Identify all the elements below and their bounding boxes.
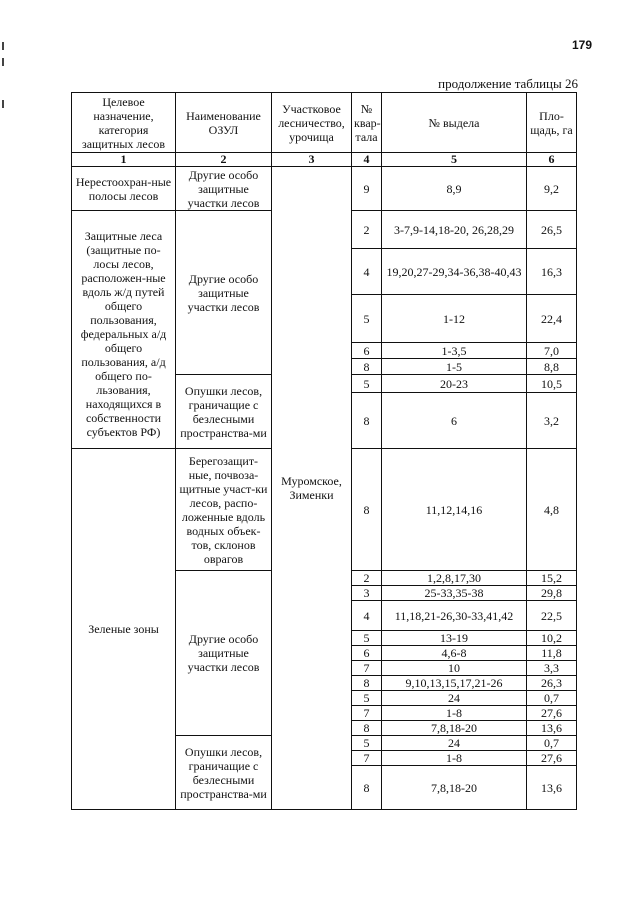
area-cell: 13,6 [527,721,577,736]
area-cell: 26,5 [527,211,577,249]
quarter-cell: 7 [352,751,382,766]
plot-cell: 11,18,21-26,30-33,41,42 [382,601,527,631]
quarter-cell: 9 [352,167,382,211]
table-header-row [72,93,577,153]
quarter-cell: 7 [352,661,382,676]
purpose-cell: Зеленые зоны [72,449,176,810]
ozul-cell: Другие особо защитные участки лесов [176,167,272,211]
plot-cell: 1-3,5 [382,343,527,359]
plot-cell: 1-8 [382,706,527,721]
area-cell: 7,0 [527,343,577,359]
forestry-cell: Муромское, Зименки [272,167,352,810]
column-number: 3 [272,153,352,167]
plot-cell: 20-23 [382,375,527,393]
area-cell: 10,2 [527,631,577,646]
plot-cell: 1-5 [382,359,527,375]
plot-cell: 1-8 [382,751,527,766]
quarter-cell: 7 [352,706,382,721]
plot-cell: 1-12 [382,295,527,343]
quarter-cell: 5 [352,691,382,706]
area-cell: 22,5 [527,601,577,631]
binding-mark [2,42,4,50]
ozul-cell: Опушки лесов, граничащие с безлесными пространства-ми [176,375,272,449]
purpose-cell: Нерестоохран-ные полосы лесов [72,167,176,211]
column-number: 2 [176,153,272,167]
header-forestry: Участковое лесничество, урочища [272,93,352,153]
ozul-cell: Другие особо защитные участки лесов [176,571,272,736]
plot-cell: 8,9 [382,167,527,211]
quarter-cell: 8 [352,766,382,810]
binding-mark [2,58,4,66]
plot-cell: 6 [382,393,527,449]
plot-cell: 7,8,18-20 [382,721,527,736]
header-area: Пло-щадь, га [527,93,577,153]
area-cell: 29,8 [527,586,577,601]
column-number: 1 [72,153,176,167]
area-cell: 10,5 [527,375,577,393]
quarter-cell: 4 [352,601,382,631]
column-number: 6 [527,153,577,167]
ozul-cell: Берегозащит-ные, почвоза-щитные участ-ки лесов, распо-ложенные вдоль водных объек-тов, склонов оврагов [176,449,272,571]
area-cell: 3,3 [527,661,577,676]
area-cell: 27,6 [527,706,577,721]
quarter-cell: 4 [352,249,382,295]
quarter-cell: 8 [352,449,382,571]
quarter-cell: 5 [352,736,382,751]
quarter-cell: 2 [352,571,382,586]
plot-cell: 9,10,13,15,17,21-26 [382,676,527,691]
plot-cell: 1,2,8,17,30 [382,571,527,586]
area-cell: 26,3 [527,676,577,691]
area-cell: 22,4 [527,295,577,343]
area-cell: 3,2 [527,393,577,449]
quarter-cell: 2 [352,211,382,249]
plot-cell: 7,8,18-20 [382,766,527,810]
plot-cell: 24 [382,691,527,706]
area-cell: 0,7 [527,736,577,751]
page-number: 179 [571,38,592,52]
header-ozul: Наименование ОЗУЛ [176,93,272,153]
area-cell: 4,8 [527,449,577,571]
plot-cell: 13-19 [382,631,527,646]
ozul-cell: Другие особо защитные участки лесов [176,211,272,375]
purpose-cell: Защитные леса (защитные по-лосы лесов, расположен-ные вдоль ж/д путей общего пользования, федеральных а/д общего пользования, а/д общего по-льзования, находящихся в собственности субъектов РФ) [72,211,176,449]
header-quarter: № квар-тала [352,93,382,153]
table-number-row [72,153,577,167]
quarter-cell: 8 [352,676,382,691]
area-cell: 27,6 [527,751,577,766]
binding-mark [2,100,4,108]
ozul-cell: Опушки лесов, граничащие с безлесными пространства-ми [176,736,272,810]
plot-cell: 11,12,14,16 [382,449,527,571]
plot-cell: 19,20,27-29,34-36,38-40,43 [382,249,527,295]
table-continuation-caption: продолжение таблицы 26 [438,76,578,91]
column-number: 4 [352,153,382,167]
area-cell: 0,7 [527,691,577,706]
quarter-cell: 5 [352,375,382,393]
area-cell: 9,2 [527,167,577,211]
plot-cell: 4,6-8 [382,646,527,661]
quarter-cell: 6 [352,343,382,359]
quarter-cell: 8 [352,721,382,736]
forest-table [71,92,577,810]
plot-cell: 25-33,35-38 [382,586,527,601]
header-purpose: Целевое назначение, категория защитных лесов [72,93,176,153]
area-cell: 16,3 [527,249,577,295]
area-cell: 15,2 [527,571,577,586]
quarter-cell: 6 [352,646,382,661]
quarter-cell: 3 [352,586,382,601]
header-plot: № выдела [382,93,527,153]
area-cell: 8,8 [527,359,577,375]
plot-cell: 10 [382,661,527,676]
table-row [72,167,577,211]
quarter-cell: 5 [352,631,382,646]
column-number: 5 [382,153,527,167]
plot-cell: 24 [382,736,527,751]
quarter-cell: 8 [352,393,382,449]
area-cell: 11,8 [527,646,577,661]
plot-cell: 3-7,9-14,18-20, 26,28,29 [382,211,527,249]
quarter-cell: 8 [352,359,382,375]
quarter-cell: 5 [352,295,382,343]
area-cell: 13,6 [527,766,577,810]
